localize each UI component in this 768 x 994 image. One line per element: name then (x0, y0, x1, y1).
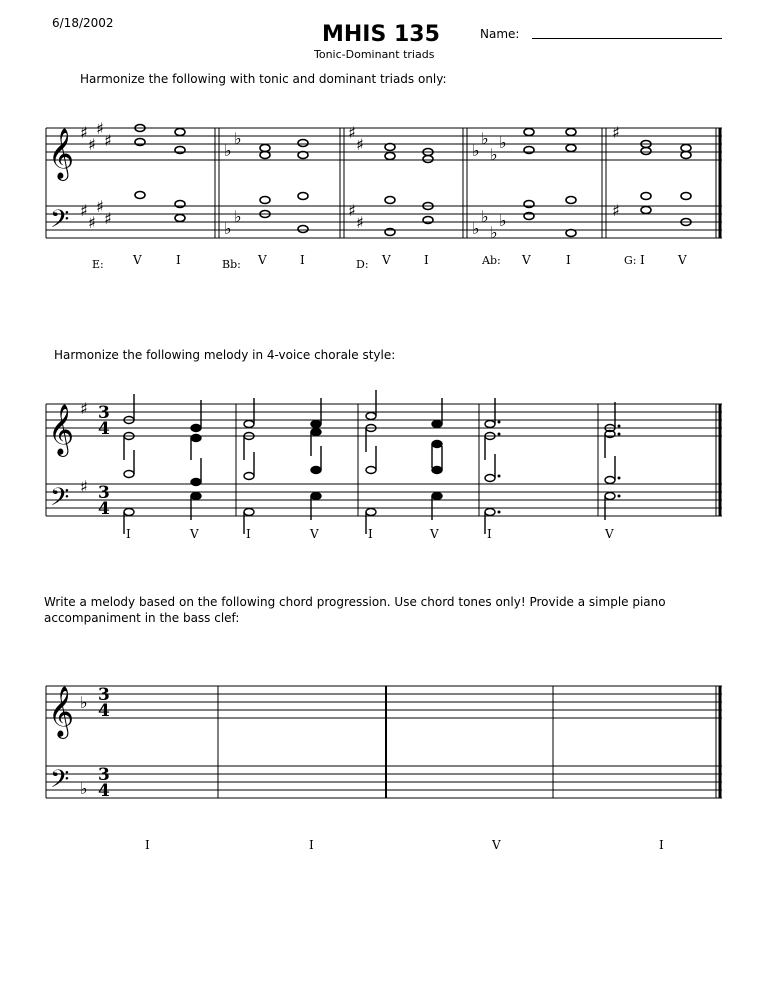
svg-text:♭: ♭ (499, 211, 507, 230)
svg-text:♯: ♯ (80, 201, 88, 220)
svg-text:♭: ♭ (80, 693, 88, 712)
roman-numeral: V (430, 527, 439, 541)
key-label: D: (356, 258, 369, 271)
roman-numeral: V (492, 838, 501, 852)
svg-text:♯: ♯ (96, 119, 104, 138)
svg-text:♯: ♯ (80, 123, 88, 142)
svg-text:♯: ♯ (88, 135, 96, 154)
system-1-staves (46, 128, 722, 238)
svg-text:♯: ♯ (356, 213, 364, 232)
svg-text:♭: ♭ (481, 207, 489, 226)
svg-text:3: 3 (98, 403, 110, 423)
roman-numeral: I (309, 838, 314, 852)
key-signature-d-major (348, 123, 364, 232)
key-signature-e-major (80, 119, 112, 232)
roman-numeral: V (678, 253, 687, 267)
svg-text:♭: ♭ (234, 207, 242, 226)
roman-numeral: I (424, 253, 429, 267)
system-3-staves (46, 686, 722, 798)
bass-clef-icon: 𝄢 (50, 483, 70, 518)
svg-text:♯: ♯ (612, 123, 620, 142)
svg-text:4: 4 (98, 419, 110, 439)
roman-numeral: V (382, 253, 391, 267)
roman-numeral: V (605, 527, 614, 541)
svg-text:♭: ♭ (234, 129, 242, 148)
section-2-instruction: Harmonize the following melody in 4-voice chorale style: (54, 348, 396, 362)
svg-text:♭: ♭ (499, 133, 507, 152)
svg-text:♯: ♯ (96, 197, 104, 216)
roman-numeral: I (176, 253, 181, 267)
svg-text:♭: ♭ (481, 129, 489, 148)
page-subtitle: Tonic-Dominant triads (314, 48, 435, 61)
time-signature (98, 685, 110, 801)
svg-text:♯: ♯ (80, 477, 88, 496)
system-2-numerals (126, 527, 614, 541)
svg-text:♭: ♭ (472, 219, 480, 238)
svg-text:4: 4 (98, 781, 110, 801)
svg-text:♭: ♭ (80, 779, 88, 798)
section-3-instruction: Write a melody based on the following chord progression. Use chord tones only! Provide a simple piano accompaniment in the bass clef: (44, 595, 666, 625)
svg-text:♯: ♯ (104, 131, 112, 150)
name-label: Name: (480, 27, 520, 41)
roman-numeral: I (640, 253, 645, 267)
section-1-instruction: Harmonize the following with tonic and dominant triads only: (80, 72, 447, 86)
roman-numeral: V (133, 253, 142, 267)
roman-numeral: V (310, 527, 319, 541)
svg-text:♭: ♭ (224, 141, 232, 160)
svg-text:3: 3 (98, 685, 110, 705)
roman-numeral: I (300, 253, 305, 267)
key-label: Ab: (482, 254, 501, 267)
svg-text:♯: ♯ (88, 213, 96, 232)
svg-text:4: 4 (98, 499, 110, 519)
treble-clef-icon: 𝄞 (48, 404, 75, 455)
system-2-barlines (46, 404, 720, 516)
roman-numeral: V (522, 253, 531, 267)
system-3-numerals (145, 838, 664, 852)
svg-text:♭: ♭ (490, 223, 498, 242)
svg-text:3: 3 (98, 765, 110, 785)
svg-text:3: 3 (98, 483, 110, 503)
key-signature-f-major (80, 693, 88, 798)
roman-numeral: I (566, 253, 571, 267)
treble-clef-icon: 𝄞 (48, 686, 75, 737)
roman-numeral: I (368, 527, 373, 541)
page-title: MHIS 135 (322, 22, 440, 47)
key-signature-ab-major (472, 129, 507, 242)
svg-text:4: 4 (98, 701, 110, 721)
roman-numeral: I (659, 838, 664, 852)
svg-text:♭: ♭ (472, 141, 480, 160)
roman-numeral: V (258, 253, 267, 267)
key-label: G: (624, 254, 637, 267)
roman-numeral: V (190, 527, 199, 541)
svg-text:♭: ♭ (224, 219, 232, 238)
roman-numeral: I (145, 838, 150, 852)
treble-clef-icon: 𝄞 (48, 128, 75, 179)
time-signature (98, 403, 110, 519)
bass-clef-icon: 𝄢 (50, 765, 70, 800)
bass-clef-icon: 𝄢 (50, 205, 70, 240)
svg-text:♯: ♯ (104, 209, 112, 228)
svg-text:♭: ♭ (490, 145, 498, 164)
key-label: Bb: (222, 258, 241, 271)
svg-text:♯: ♯ (80, 399, 88, 418)
date: 6/18/2002 (52, 16, 114, 30)
roman-numeral: I (246, 527, 251, 541)
key-signature-g-major (80, 399, 88, 496)
system-1-labels (92, 253, 687, 271)
svg-text:♯: ♯ (612, 201, 620, 220)
svg-text:♯: ♯ (348, 123, 356, 142)
svg-text:♯: ♯ (348, 201, 356, 220)
system-1-notes (135, 125, 691, 237)
system-3-barlines (46, 686, 720, 798)
roman-numeral: I (487, 527, 492, 541)
roman-numeral: I (126, 527, 131, 541)
key-label: E: (92, 258, 104, 271)
key-signature-g-major (612, 123, 620, 220)
svg-text:♯: ♯ (356, 135, 364, 154)
system-2-staves (46, 404, 722, 516)
